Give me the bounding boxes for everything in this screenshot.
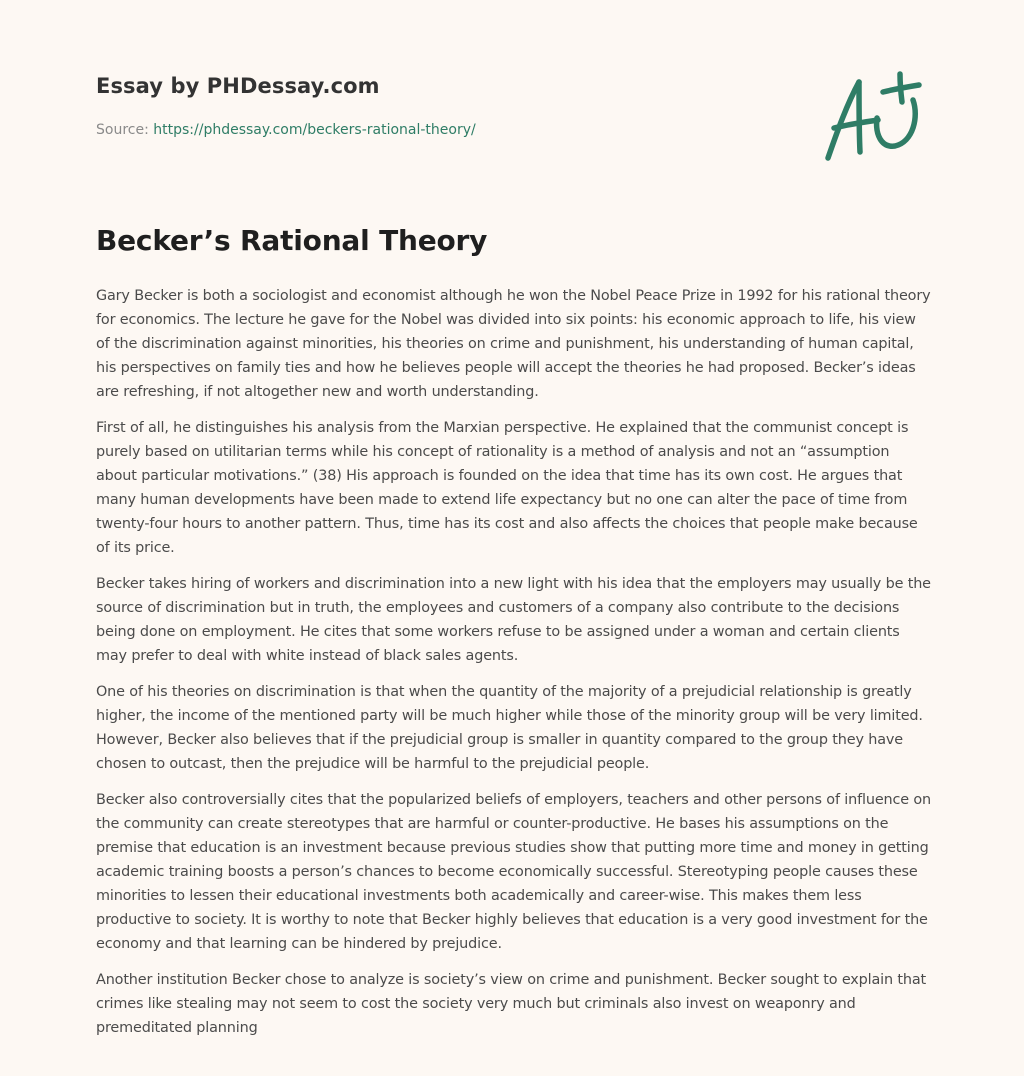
article-body <box>96 284 932 1052</box>
article-paragraph: First of all, he distinguishes his analysis from the Marxian perspective. He explained that the communist concept is purely based on utilitarian terms while his concept of rationality is a method of analysis and not an “assumption about particular motivations.” (38) His approach is founded on the idea that time has its own cost. He argues that many human developments have been made to extend life expectancy but no one can alter the pace of time from twenty-four hours to another pattern. Thus, time has its cost and also affects the choices that people make because of its price. <box>96 420 918 556</box>
source-link[interactable]: https://phdessay.com/beckers-rational-theory/ <box>153 122 476 138</box>
article-paragraph: Becker also controversially cites that the popularized beliefs of employers, teachers and other persons of influence on the community can create stereotypes that are harmful or counter-productive. He bases his assumptions on the premise that education is an investment because previous studies show that putting more time and money in getting academic training boosts a person’s chances to become economically successful. Stereotyping people causes these minorities to lessen their educational investments both academically and career-wise. This makes them less productive to society. It is worthy to note that Becker highly believes that education is a very good investment for the economy and that learning can be hindered by prejudice. <box>96 792 932 952</box>
article-paragraph: Becker takes hiring of workers and discrimination into a new light with his idea that the employers may usually be the source of discrimination but in truth, the employees and customers of a company also contribute to the decisions being done on employment. He cites that some workers refuse to be assigned under a woman and certain clients may prefer to deal with white instead of black sales agents. <box>96 576 931 664</box>
article-paragraph: Gary Becker is both a sociologist and economist although he won the Nobel Peace Prize in 1992 for his rational theory for economics. The lecture he gave for the Nobel was divided into six points: his economic approach to life, his view of the discrimination against minorities, his theories on crime and punishment, his understanding of human capital, his perspectives on family ties and how he believes people will accept the theories he had proposed. Becker’s ideas are refreshing, if not altogether new and worth understanding. <box>96 288 931 400</box>
source-label: Source: <box>96 122 149 138</box>
article-title: Becker’s Rational Theory <box>96 224 488 257</box>
a-plus-grade-icon <box>815 62 935 172</box>
site-title: Essay by PHDessay.com <box>96 74 380 98</box>
essay-header <box>96 74 796 138</box>
source-line <box>96 122 796 138</box>
article-paragraph: Another institution Becker chose to analyze is society’s view on crime and punishment. Becker sought to explain that crimes like stealing may not seem to cost the society very much but criminals also invest on weaponry and premeditated planning <box>96 972 927 1036</box>
article-paragraph: One of his theories on discrimination is that when the quantity of the majority of a prejudicial relationship is greatly higher, the income of the mentioned party will be much higher while those of the minority group will be very limited. However, Becker also believes that if the prejudicial group is smaller in quantity compared to the group they have chosen to outcast, then the prejudice will be harmful to the prejudicial people. <box>96 684 923 772</box>
